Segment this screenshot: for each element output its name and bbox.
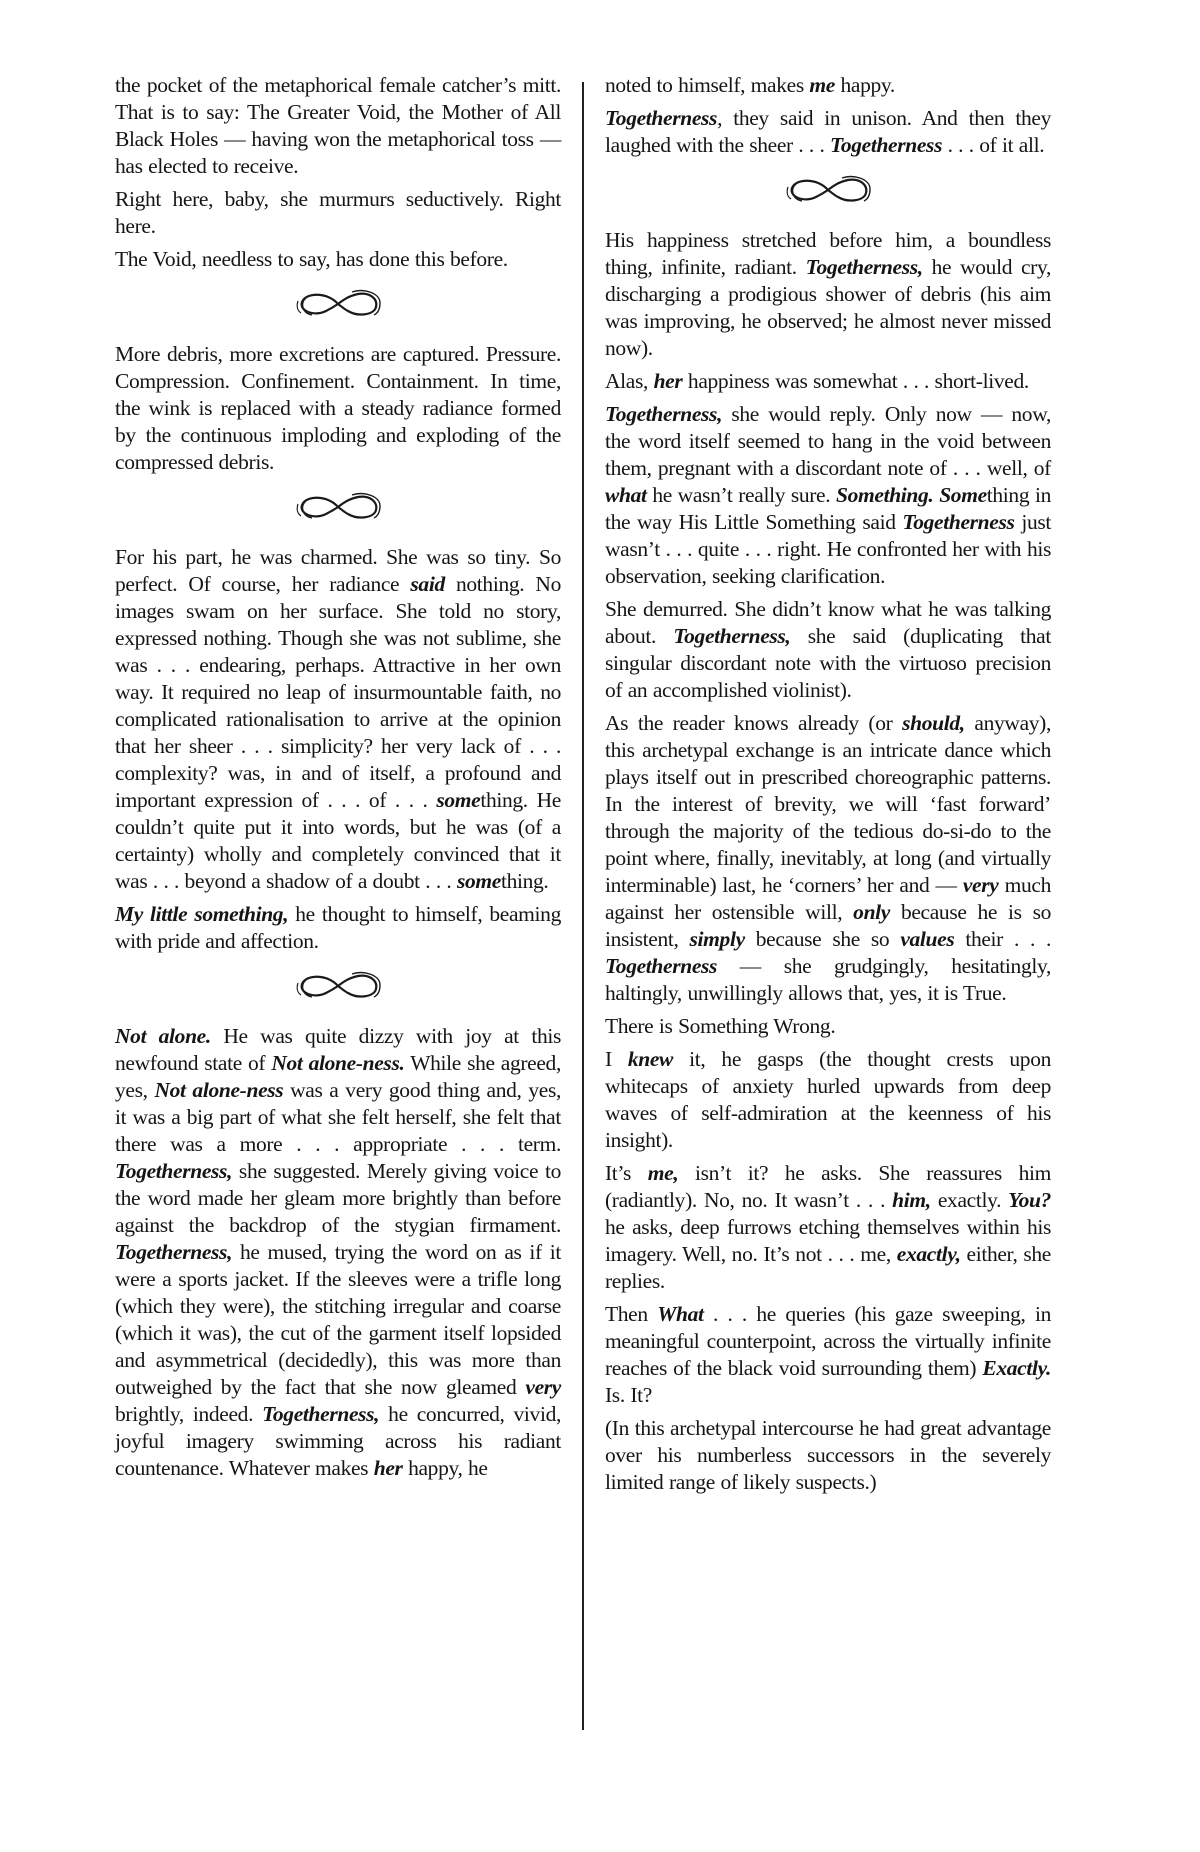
italic-emphasis: should, [902,711,965,735]
paragraph [115,246,561,273]
text-run: just wasn’t . . . quite . . . right. He confronted her with his observation, seeking clarification. [605,510,1051,588]
paragraph [605,1415,1051,1496]
text-run: it, he gasps (the thought crests upon whitecaps of anxiety hurled upwards from deep waves of self-admiration at the keenness of his insight). [605,1047,1051,1152]
text-run: either, she replies. [605,1242,1051,1293]
text-run: Then [605,1302,658,1326]
paragraph [605,227,1051,362]
text-run: He was quite dizzy with joy at this newfound state of [115,1024,561,1075]
italic-emphasis: Some [939,483,987,507]
text-run: was a very good thing and, yes, it was a big part of what she felt herself, she felt that there was a more . . . appropriate . . . term. [115,1078,561,1156]
text-run: happy. [834,73,895,97]
italic-emphasis: exactly, [896,1242,961,1266]
text-run: brightly, indeed. [115,1402,263,1426]
text-run: because she so [744,927,901,951]
text-run: the pocket of the metaphorical female catcher’s mitt. That is to say: The Greater Void, the Mother of All Black Holes — having won the metaphorical toss — has elected to receive. [115,73,561,178]
paragraph [115,186,561,240]
paragraph [115,901,561,955]
text-run: happy, he [402,1456,488,1480]
paragraph [605,368,1051,395]
paragraph [115,544,561,895]
italic-emphasis: Togetherness, [673,624,791,648]
text-run: much against her ostensible will, [605,873,1051,924]
italic-emphasis: Togetherness [902,510,1015,534]
text-run: thing. He couldn’t quite put it into words, but he was (of a certainty) wholly and completely convinced that it was . . . beyond a shadow of a doubt . . . [115,788,561,893]
text-run: she said (duplicating that singular discordant note with the virtuoso precision of an accomplished violinist). [605,624,1051,702]
section-break-ornament-icon [605,173,1051,207]
text-run: For his part, he was charmed. She was so tiny. So perfect. Of course, her radiance [115,545,561,596]
italic-emphasis: Togetherness [605,954,718,978]
text-run: The Void, needless to say, has done this before. [115,247,508,271]
text-run: . . . of it all. [942,133,1045,157]
italic-emphasis: me, [647,1161,679,1185]
paragraph [605,1160,1051,1295]
column-divider [582,82,584,1730]
italic-emphasis: some [436,788,481,812]
text-run: I [605,1047,628,1071]
paragraph [115,341,561,476]
text-run: While she agreed, yes, [115,1051,561,1102]
paragraph [605,710,1051,1007]
italic-emphasis: Not alone-ness [154,1078,284,1102]
italic-emphasis: My little something, [115,902,289,926]
italic-emphasis: Togetherness, [115,1159,233,1183]
text-run: There is Something Wrong. [605,1014,836,1038]
text-run: because he is so insistent, [605,900,1051,951]
italic-emphasis: her [373,1456,403,1480]
italic-emphasis: Togetherness, [115,1240,233,1264]
italic-emphasis: Not alone-ness. [271,1051,405,1075]
text-run: she suggested. Merely giving voice to the word made her gleam more brightly than before against the backdrop of the stygian firmament. [115,1159,561,1237]
text-run: Alas, [605,369,654,393]
paragraph [605,1046,1051,1154]
italic-emphasis: Not alone. [115,1024,211,1048]
italic-emphasis: Something. [836,483,934,507]
text-run: Right here, baby, she murmurs seductively. Right here. [115,187,561,238]
italic-emphasis: simply [689,927,745,951]
italic-emphasis: Exactly. [982,1356,1051,1380]
paragraph [115,1023,561,1482]
italic-emphasis: You? [1008,1188,1051,1212]
italic-emphasis: what [605,483,647,507]
section-break-ornament-icon [115,287,561,321]
text-run: thing. [500,869,549,893]
italic-emphasis: Togetherness, [605,402,723,426]
italic-emphasis: very [962,873,999,897]
paragraph [605,105,1051,159]
text-run: . . . he queries (his gaze sweeping, in meaningful counterpoint, across the virtually infinite reaches of the black void surrounding them) [605,1302,1051,1380]
text-run: (In this archetypal intercourse he had great advantage over his numberless successors in the severely limited range of likely suspects.) [605,1416,1051,1494]
right-column [605,72,1051,1502]
italic-emphasis: only [853,900,890,924]
section-break-ornament-icon [115,490,561,524]
text-run: he thought to himself, beaming with pride and affection. [115,902,561,953]
text-run: he asks, deep furrows etching themselves within his imagery. Well, no. It’s not . . . me, [605,1215,1051,1266]
italic-emphasis: Togetherness [605,106,718,130]
italic-emphasis: What [657,1302,704,1326]
text-run: Is. It? [605,1383,653,1407]
italic-emphasis: Togetherness [830,133,943,157]
text-run: noted to himself, makes [605,73,810,97]
italic-emphasis: me [809,73,835,97]
italic-emphasis: said [410,572,445,596]
text-run: His happiness stretched before him, a boundless thing, infinite, radiant. [605,228,1051,279]
paragraph [605,1013,1051,1040]
text-run: he mused, trying the word on as if it were a sports jacket. If the sleeves were a trifle long (which they were), the stitching irregular and coarse (which it was), the cut of the garment itself lopsided and asymmetrical (decidedly), this was more than outweighed by the fact that she now gleamed [115,1240,561,1399]
text-run: , they said in unison. And then they laughed with the sheer . . . [605,106,1051,157]
text-run: She demurred. She didn’t know what he was talking about. [605,597,1051,648]
section-break-ornament-icon [115,969,561,1003]
italic-emphasis: Togetherness, [262,1402,380,1426]
text-run: It’s [605,1161,648,1185]
italic-emphasis: Togetherness, [805,255,923,279]
italic-emphasis: knew [627,1047,674,1071]
paragraph [605,596,1051,704]
text-run: anyway), this archetypal exchange is an intricate dance which plays itself out in prescribed choreographic patterns. In the interest of brevity, we will ‘fast forward’ through the majority of the tedious do-si-do to the point where, finally, inevitably, at long (and virtually interminable) last, he ‘corners’ her and — [605,711,1052,897]
text-run: thing in the way His Little Something said [605,483,1051,534]
paragraph [605,72,1051,99]
text-run: As the reader knows already (or [605,711,903,735]
paragraph [115,72,561,180]
text-run: he concurred, vivid, joyful imagery swimming across his radiant countenance. Whatever makes [115,1402,561,1480]
text-run: happiness was somewhat . . . short-lived. [682,369,1029,393]
text-run: he would cry, discharging a prodigious shower of debris (his aim was improving, he observed; he almost never missed now). [605,255,1052,360]
left-column [115,72,561,1488]
italic-emphasis: values [900,927,955,951]
paragraph [605,1301,1051,1409]
italic-emphasis: some [456,869,501,893]
text-run: exactly. [930,1188,1009,1212]
text-run: their . . . [954,927,1052,951]
text-run: nothing. No images swam on her surface. She told no story, expressed nothing. Though she was not sublime, she was . . . endearing, perhaps. Attractive in her own way. It required no leap of insurmountable faith, no complicated rationalisation to arrive at the opinion that her sheer . . . simplicity? her very lack of . . . complexity? was, in and of itself, a profound and important expression of . . . of . . . [115,572,561,812]
text-run: she would reply. Only now — now, the word itself seemed to hang in the void between them, pregnant with a discordant note of . . . well, of [605,402,1051,480]
italic-emphasis: her [653,369,683,393]
paragraph [605,401,1051,590]
italic-emphasis: him, [892,1188,931,1212]
text-run: More debris, more excretions are captured. Pressure. Compression. Confinement. Containment. In time, the wink is replaced with a steady radiance formed by the continuous imploding and exploding of the compressed debris. [115,342,561,474]
text-run: — she grudgingly, hesitatingly, haltingly, unwillingly allows that, yes, it is True. [605,954,1051,1005]
text-run: he wasn’t really sure. [646,483,836,507]
italic-emphasis: very [525,1375,561,1399]
text-run: isn’t it? he asks. She reassures him (radiantly). No, no. It wasn’t . . . [605,1161,1051,1212]
